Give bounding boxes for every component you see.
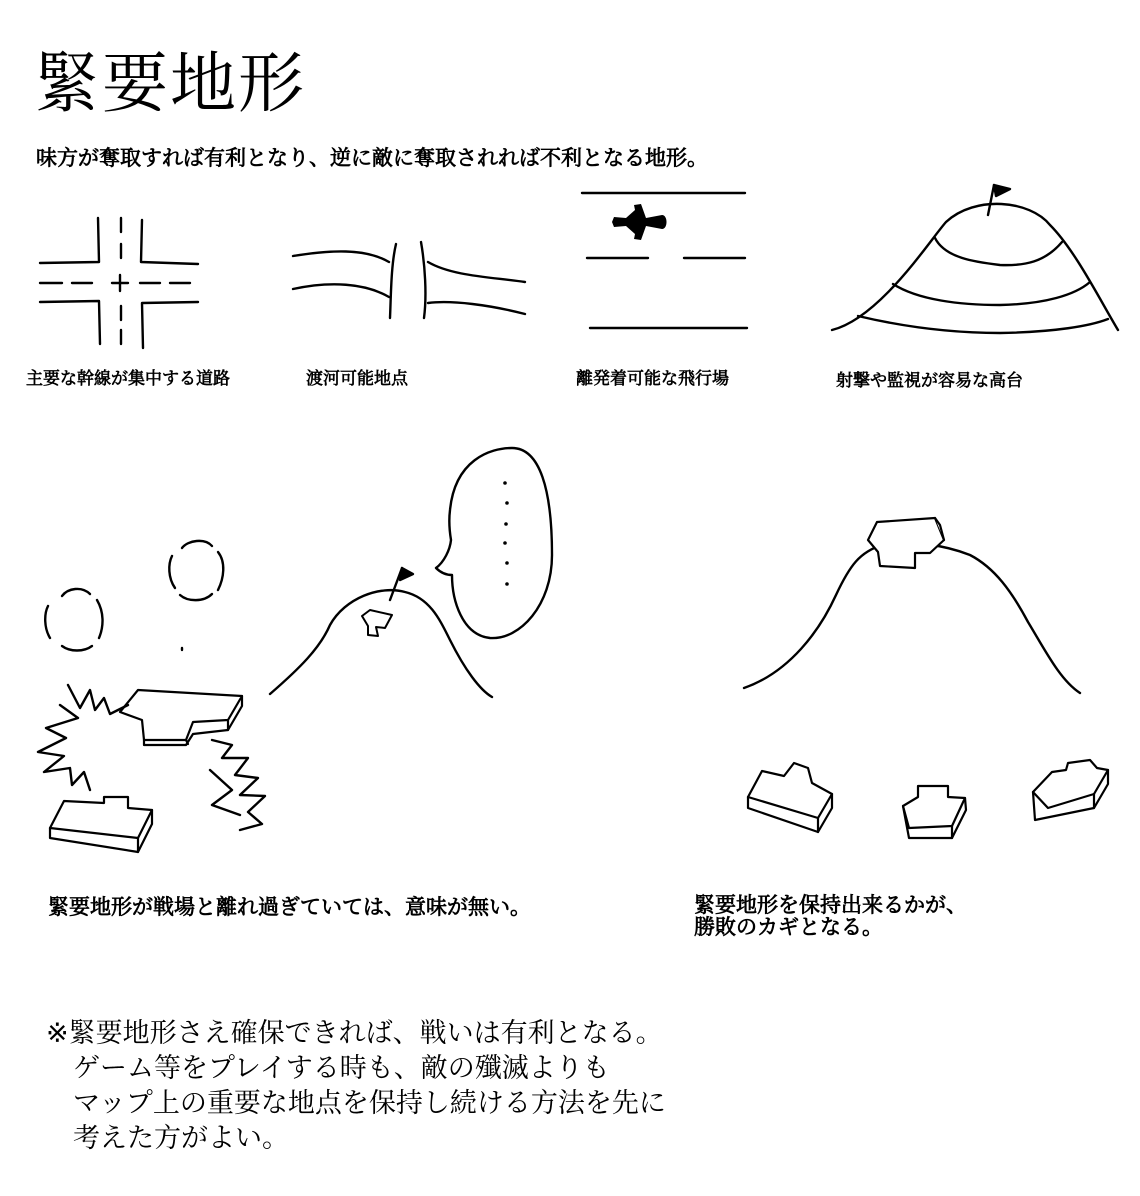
enemy-unit-icon [748, 763, 832, 832]
right-scene-caption: 緊要地形を保持出来るかが、 勝敗のカギとなる。 [694, 892, 967, 939]
right-scene [744, 518, 1108, 838]
caption-road-junction: 主要な幹線が集中する道路 [26, 369, 230, 389]
friendly-unit-icon [120, 690, 242, 745]
definition-text: 味方が奪取すれば有利となり、逆に敵に奪取されれば不利となる地形。 [36, 145, 708, 170]
road-junction-icon [40, 218, 198, 348]
airplane-icon [612, 204, 667, 240]
caption-high-ground: 射撃や監視が容易な高台 [836, 371, 1023, 391]
airfield-icon [582, 193, 747, 328]
caption-airfield: 離発着可能な飛行場 [576, 369, 729, 389]
tree-icon [45, 589, 102, 651]
page-title: 緊要地形 [34, 45, 306, 122]
caption-river-crossing: 渡河可能地点 [306, 369, 408, 389]
footnote: ※緊要地形さえ確保できれば、戦いは有利となる。 ゲーム等をプレイする時も、敵の殲滅よりも マップ上の重要な地点を保持し続ける方法を先に 考えた方がよい。 [46, 1018, 666, 1154]
high-ground-icon [832, 185, 1118, 333]
river-crossing-icon [293, 242, 525, 318]
left-scene [38, 448, 552, 852]
small-unit-icon [362, 610, 392, 636]
hill [270, 590, 492, 697]
speech-bubble [436, 448, 552, 638]
enemy-unit-icon [1033, 760, 1108, 820]
friendly-unit-icon [50, 797, 152, 852]
left-scene-caption: 緊要地形が戦場と離れ過ぎていては、意味が無い。 [48, 894, 531, 919]
ellipsis-dots [503, 481, 509, 586]
explosion-icon [210, 740, 265, 830]
explosion-icon [38, 685, 128, 790]
enemy-unit-icon [903, 786, 966, 838]
friendly-unit-icon [868, 518, 944, 568]
tree-icon [169, 541, 223, 600]
